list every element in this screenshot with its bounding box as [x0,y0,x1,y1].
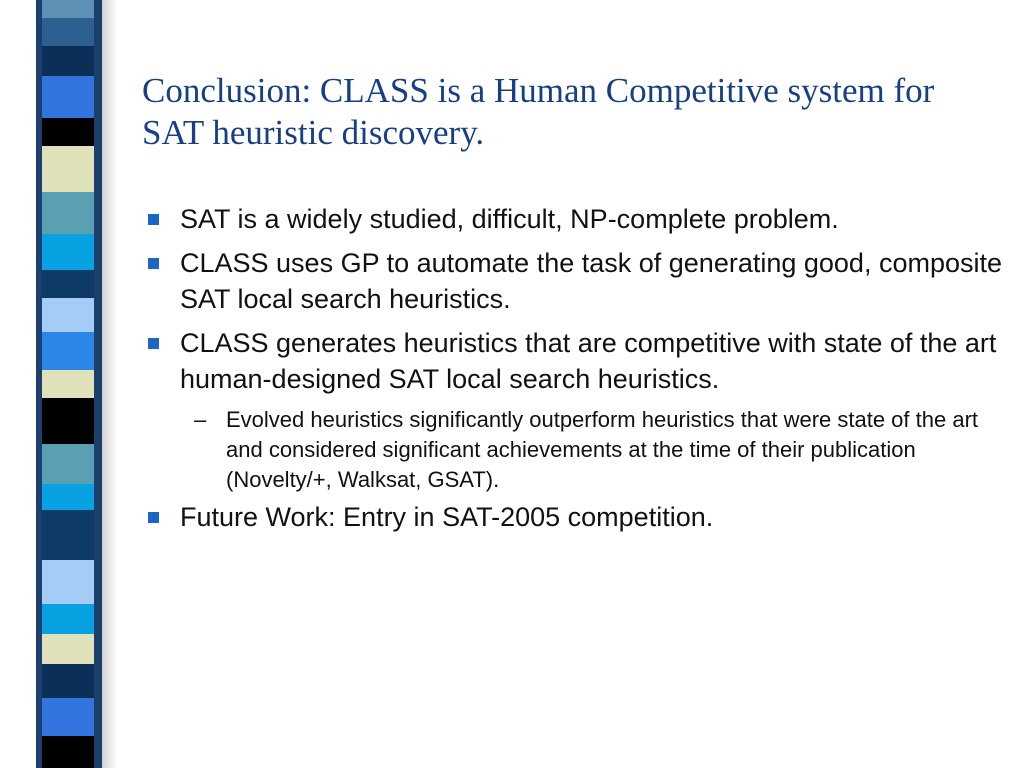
decorative-stripe [42,698,94,736]
bullet-text: Future Work: Entry in SAT-2005 competition. [180,502,714,532]
bullet-item [142,201,1002,237]
square-bullet-icon [148,338,159,349]
sub-bullet-item [142,405,1002,495]
decorative-stripe [42,560,94,604]
decorative-stripe [42,146,94,192]
decorative-stripe [42,270,94,298]
decorative-stripe [42,664,94,698]
left-band-shadow [102,0,118,768]
decorative-stripe [42,234,94,270]
decorative-stripe [42,0,94,18]
decorative-stripe [42,18,94,46]
decorative-stripe [42,370,94,398]
decorative-stripe [42,118,94,146]
decorative-stripe [42,634,94,664]
bullet-item [142,325,1002,397]
square-bullet-icon [148,214,159,225]
bullet-text: CLASS generates heuristics that are competitive with state of the art human-designed SAT local search heuristics. [180,328,997,394]
bullet-list [142,201,1002,543]
decorative-stripe [42,484,94,510]
decorative-stripe [42,332,94,370]
decorative-stripe [42,298,94,332]
decorative-stripe [42,604,94,634]
bullet-text: CLASS uses GP to automate the task of generating good, composite SAT local search heuristics. [180,248,1002,314]
bullet-item [142,245,1002,317]
sub-bullet-text: Evolved heuristics significantly outperform heuristics that were state of the art and considered significant achievements at the time of their publication (Novelty/+, Walksat, GSAT). [226,407,979,492]
decorative-stripe [42,192,94,234]
decorative-stripe [42,444,94,484]
decorative-stripe [42,76,94,118]
dash-marker: – [194,407,207,432]
decorative-stripe [42,736,94,768]
bullet-text: SAT is a widely studied, difficult, NP-complete problem. [180,204,839,234]
slide-title: Conclusion: CLASS is a Human Competitive system for SAT heuristic discovery. [142,71,935,152]
decorative-stripe [42,46,94,76]
bullet-item [142,499,1002,535]
square-bullet-icon [148,258,159,269]
square-bullet-icon [148,512,159,523]
decorative-stripe [42,398,94,444]
decorative-stripe [42,510,94,560]
